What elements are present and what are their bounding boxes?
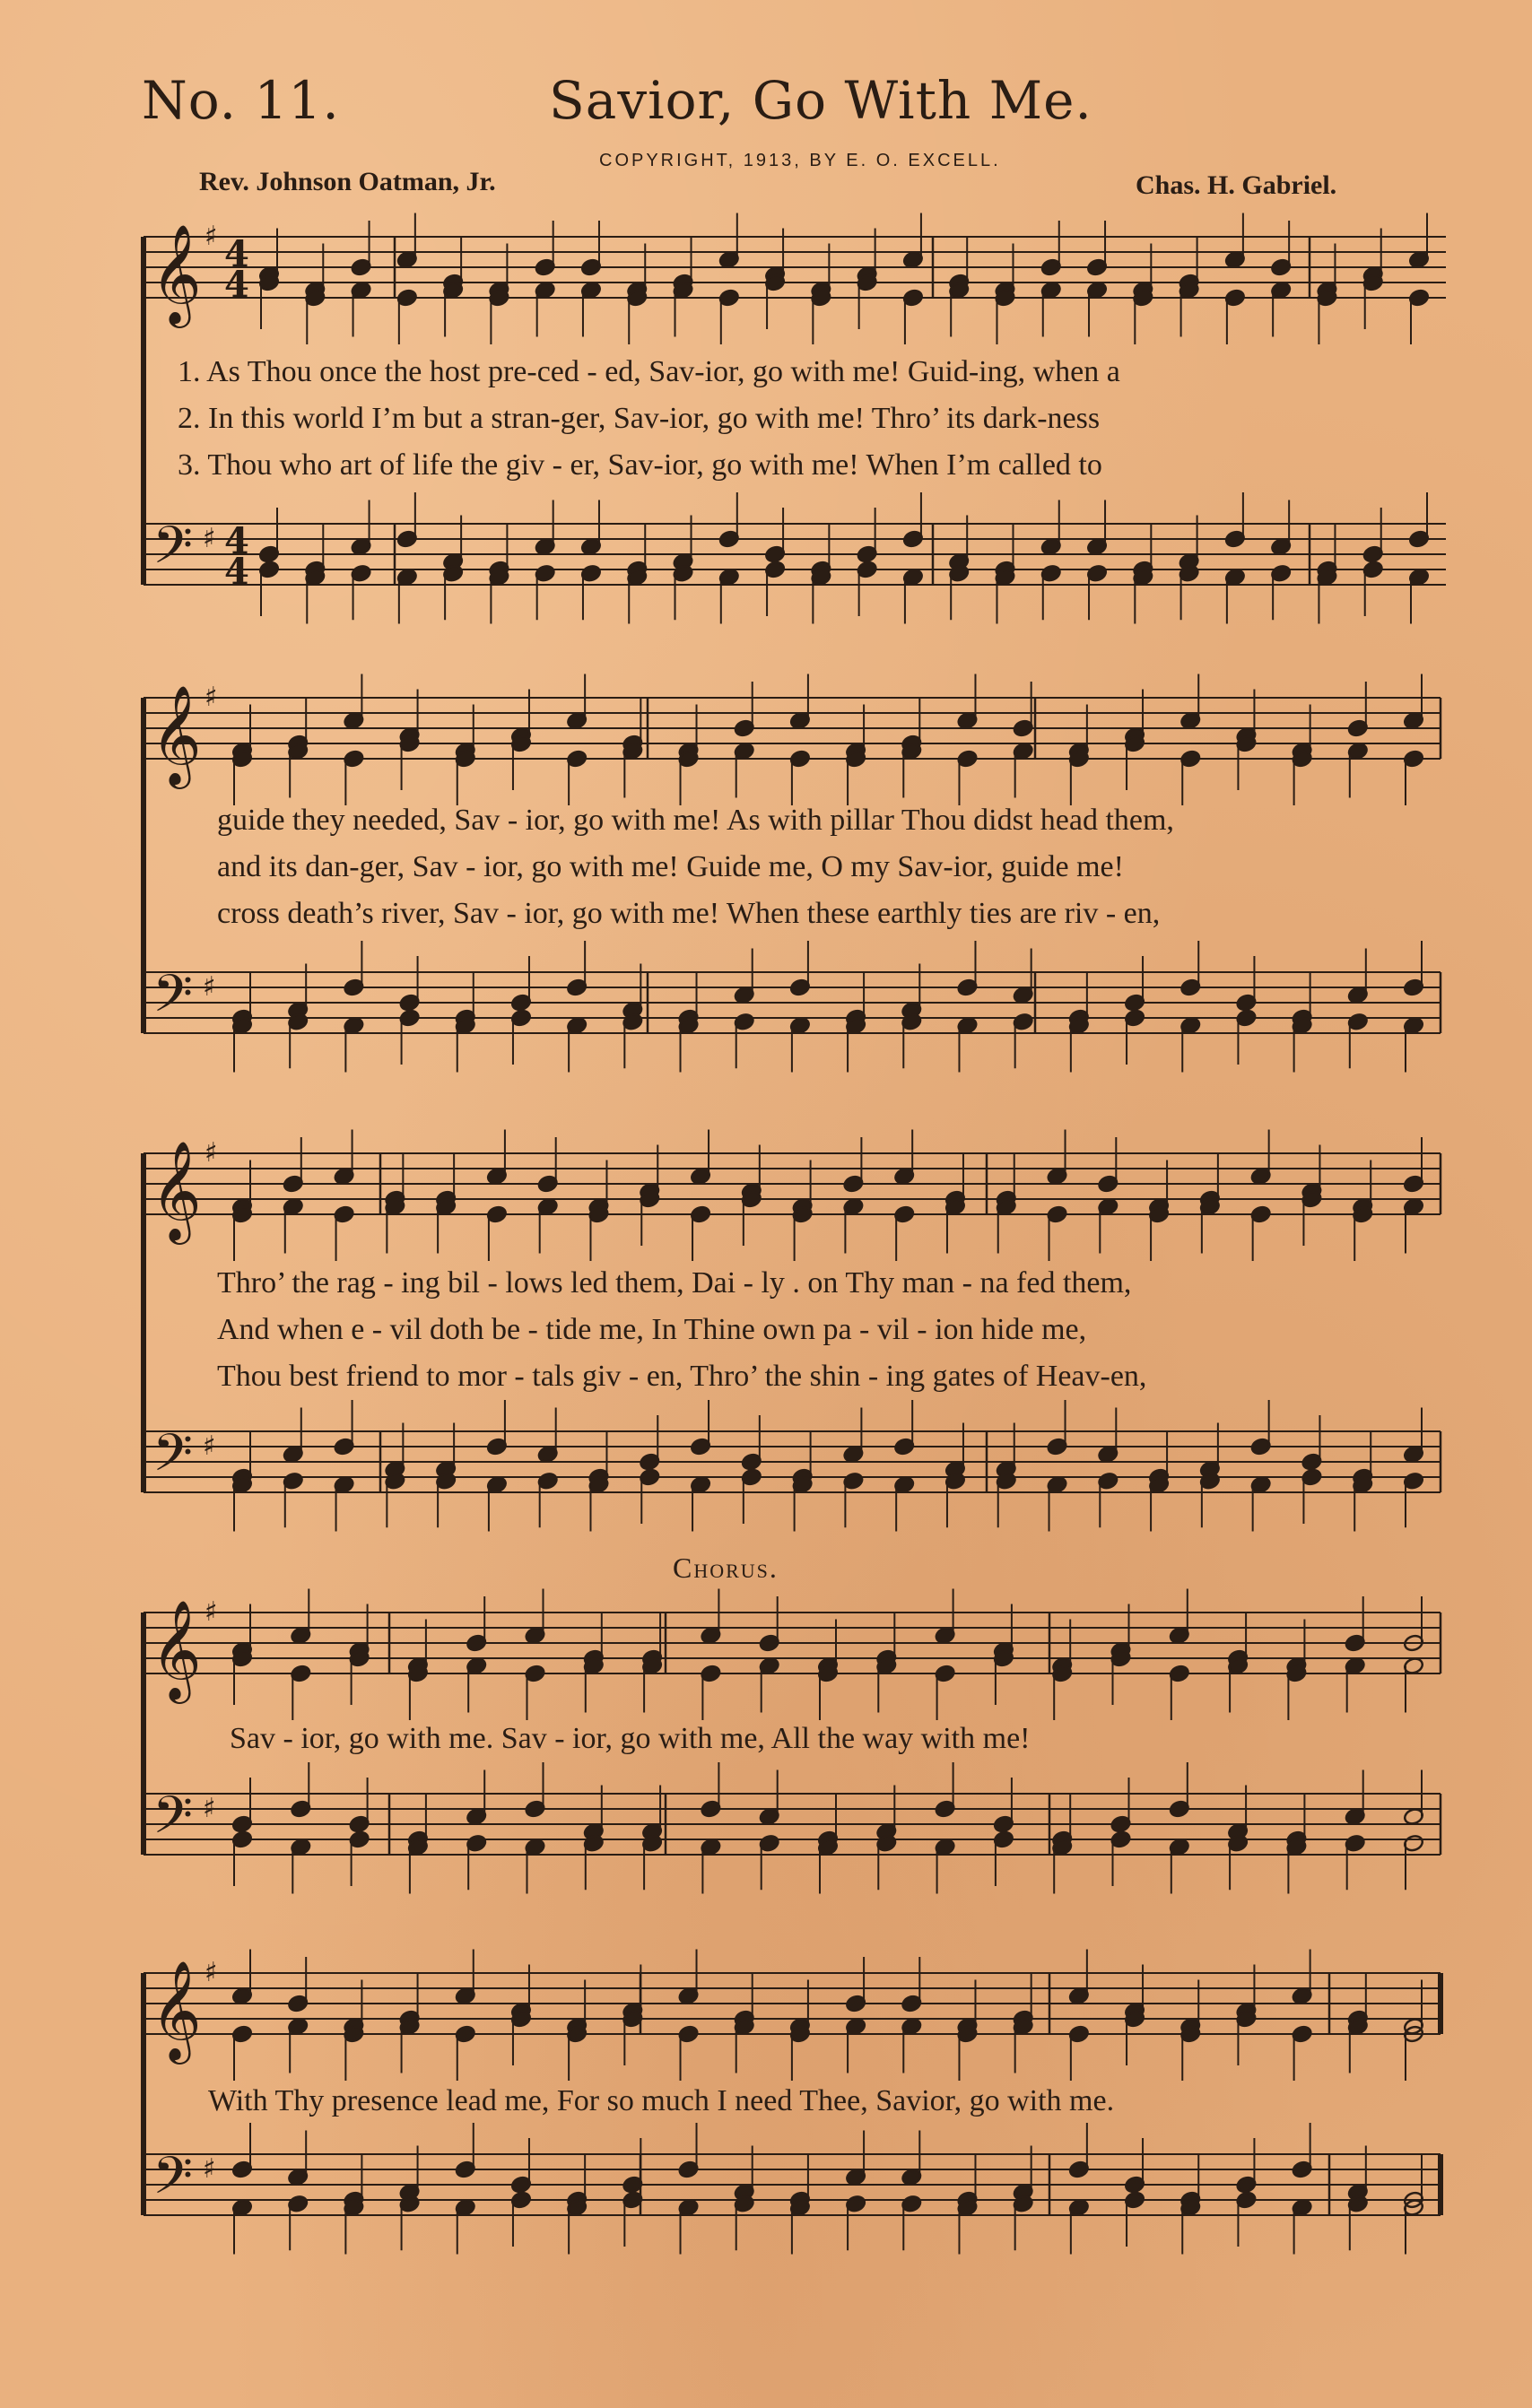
treble-clef: 𝄞 bbox=[151, 1960, 202, 2060]
bass-clef: 𝄢 bbox=[152, 1422, 194, 1496]
treble-clef: 𝄞 bbox=[151, 1140, 202, 1240]
lyric-line: Thou best friend to mor - tals giv - en, Thro’ the shin - ing gates of Heav-en, bbox=[217, 1360, 1147, 1393]
lyric-line: guide they needed, Sav - ior, go with me! As with pillar Thou didst head them, bbox=[217, 804, 1174, 837]
lyric-line: Thro’ the rag - ing bil - lows led them, Dai - ly . on Thy man - na fed them, bbox=[217, 1266, 1132, 1300]
lyric-line: Sav - ior, go with me. Sav - ior, go with me, All the way with me! bbox=[230, 1722, 1031, 1755]
lyric-line: And when e - vil doth be - tide me, In Thine own pa - vil - ion hide me, bbox=[217, 1313, 1087, 1346]
lyric-line: 3. Thou who art of life the giv - er, Sav-ior, go with me! When I’m called to bbox=[178, 448, 1102, 482]
treble-clef: 𝄞 bbox=[151, 1599, 202, 1700]
bass-clef: 𝄢 bbox=[152, 515, 194, 588]
key-signature-sharp: ♯ bbox=[205, 1137, 218, 1169]
hymn-number: No. 11. bbox=[142, 70, 340, 131]
key-signature-sharp: ♯ bbox=[205, 1957, 218, 1988]
hymn-title: Savior, Go With Me. bbox=[549, 70, 1092, 131]
lyric-line: With Thy presence lead me, For so much I need Thee, Savior, go with me. bbox=[208, 2084, 1115, 2117]
lyric-line: and its dan-ger, Sav - ior, go with me! Guide me, O my Sav-ior, guide me! bbox=[217, 850, 1124, 883]
lyric-line: 2. In this world I’m but a stran-ger, Sav-ior, go with me! Thro’ its dark-ness bbox=[178, 402, 1101, 435]
time-signature-top: 4 bbox=[224, 520, 249, 562]
key-signature-sharp: ♯ bbox=[203, 971, 216, 1003]
bass-clef: 𝄢 bbox=[152, 2145, 194, 2219]
key-signature-sharp: ♯ bbox=[205, 1596, 218, 1628]
time-signature-top: 4 bbox=[224, 233, 249, 275]
treble-clef: 𝄞 bbox=[151, 223, 202, 324]
lyricist-credit: Rev. Johnson Oatman, Jr. bbox=[199, 167, 496, 196]
composer-credit: Chas. H. Gabriel. bbox=[1136, 170, 1337, 200]
chorus-label: Chorus. bbox=[673, 1552, 779, 1584]
key-signature-sharp: ♯ bbox=[203, 1793, 216, 1824]
key-signature-sharp: ♯ bbox=[205, 221, 218, 252]
key-signature-sharp: ♯ bbox=[203, 2153, 216, 2185]
key-signature-sharp: ♯ bbox=[203, 523, 216, 554]
time-signature-bottom: 4 bbox=[224, 264, 249, 306]
treble-clef: 𝄞 bbox=[151, 684, 202, 785]
key-signature-sharp: ♯ bbox=[205, 682, 218, 713]
lyric-line: 1. As Thou once the host pre-ced - ed, Sav-ior, go with me! Guid-ing, when a bbox=[178, 355, 1120, 388]
time-signature-bottom: 4 bbox=[224, 551, 249, 593]
lyric-line: cross death’s river, Sav - ior, go with me! When these earthly ties are riv - en, bbox=[217, 897, 1161, 930]
key-signature-sharp: ♯ bbox=[203, 1430, 216, 1462]
bass-clef: 𝄢 bbox=[152, 1785, 194, 1858]
copyright-notice: COPYRIGHT, 1913, BY E. O. EXCELL. bbox=[599, 151, 1001, 170]
bass-clef: 𝄢 bbox=[152, 963, 194, 1037]
